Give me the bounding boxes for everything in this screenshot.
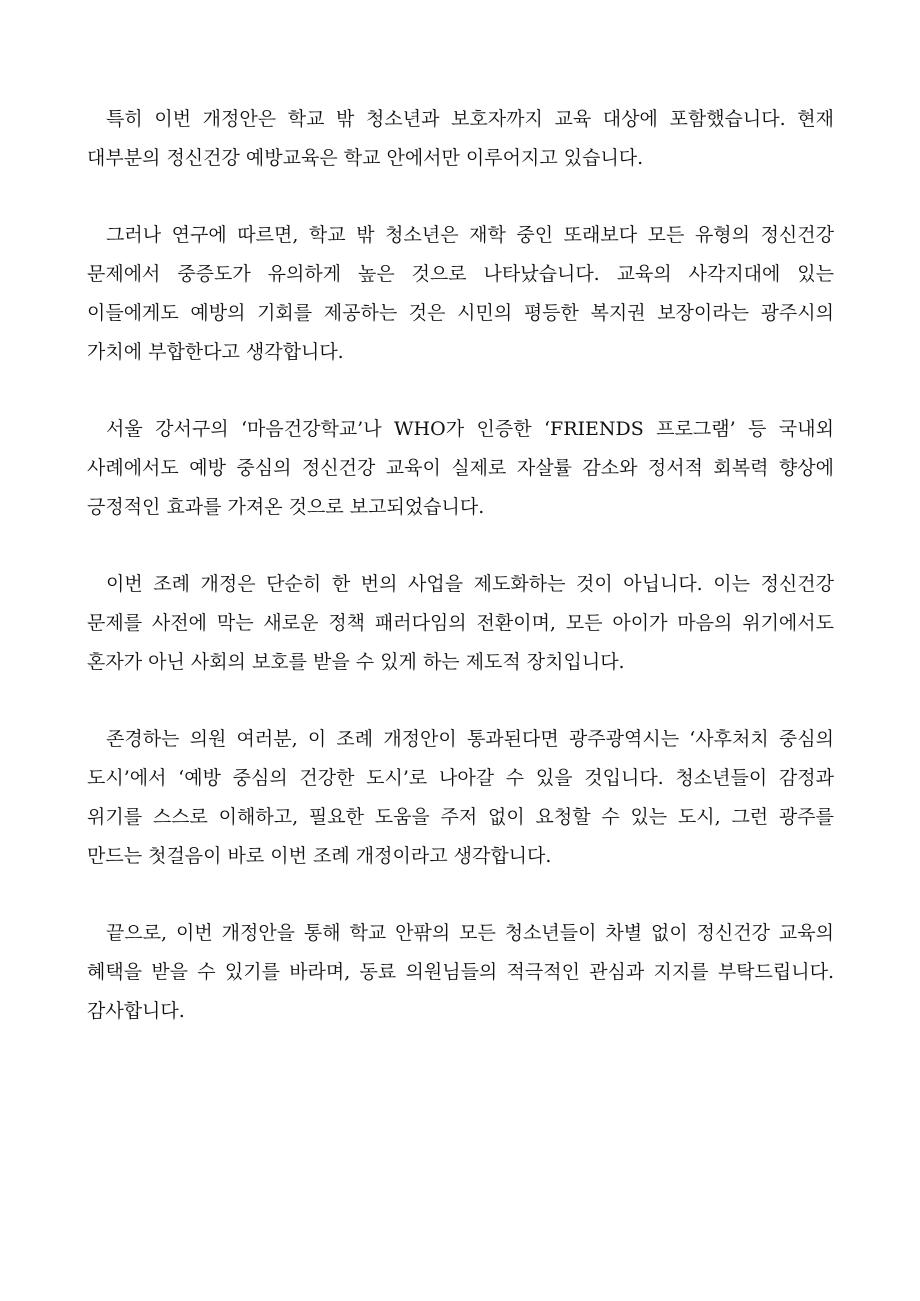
paragraph-policy-paradigm: 이번 조례 개정은 단순히 한 번의 사업을 제도화하는 것이 아닙니다. 이는 정신건강 문제를 사전에 막는 새로운 정책 패러다임의 전환이며, 모든 아이가 마음의 위기에서도 혼자가 아닌 사회의 보호를 받을 수 있게 하는 제도적 장치입니다. bbox=[87, 573, 834, 673]
paragraph-research-findings: 그러나 연구에 따르면, 학교 밖 청소년은 재학 중인 또래보다 모든 유형의 정신건강 문제에서 중증도가 유의하게 높은 것으로 나타났습니다. 교육의 사각지대에 있는 이들에게도 예방의 기회를 제공하는 것은 시민의 평등한 복지권 보장이라는 광주시의 가치에 부합한다고 생각합니다. bbox=[87, 224, 834, 363]
paragraph-address-to-members: 존경하는 의원 여러분, 이 조례 개정안이 통과된다면 광주광역시는 ‘사후처치 중심의 도시’에서 ‘예방 중심의 건강한 도시’로 나아갈 수 있을 것입니다. 청소년들이 감정과 위기를 스스로 이해하고, 필요한 도움을 주저 없이 요청할 수 있는 도시, 그런 광주를 만드는 첫걸음이 바로 이번 조례 개정이라고 생각합니다. bbox=[87, 728, 834, 867]
document-body bbox=[87, 100, 834, 1069]
paragraph-domestic-foreign-cases: 서울 강서구의 ‘마음건강학교’나 WHO가 인증한 ‘FRIENDS 프로그램’ 등 국내외 사례에서도 예방 중심의 정신건강 교육이 실제로 자살률 감소와 정서적 회복력 향상에 긍정적인 효과를 가져온 것으로 보고되었습니다. bbox=[87, 418, 834, 518]
paragraph-school-outside-youth: 특히 이번 개정안은 학교 밖 청소년과 보호자까지 교육 대상에 포함했습니다. 현재 대부분의 정신건강 예방교육은 학교 안에서만 이루어지고 있습니다. bbox=[87, 108, 834, 169]
paragraph-closing-remarks: 끝으로, 이번 개정안을 통해 학교 안팎의 모든 청소년들이 차별 없이 정신건강 교육의 혜택을 받을 수 있기를 바라며, 동료 의원님들의 적극적인 관심과 지지를 부탁드립니다. 감사합니다. bbox=[87, 922, 834, 1022]
